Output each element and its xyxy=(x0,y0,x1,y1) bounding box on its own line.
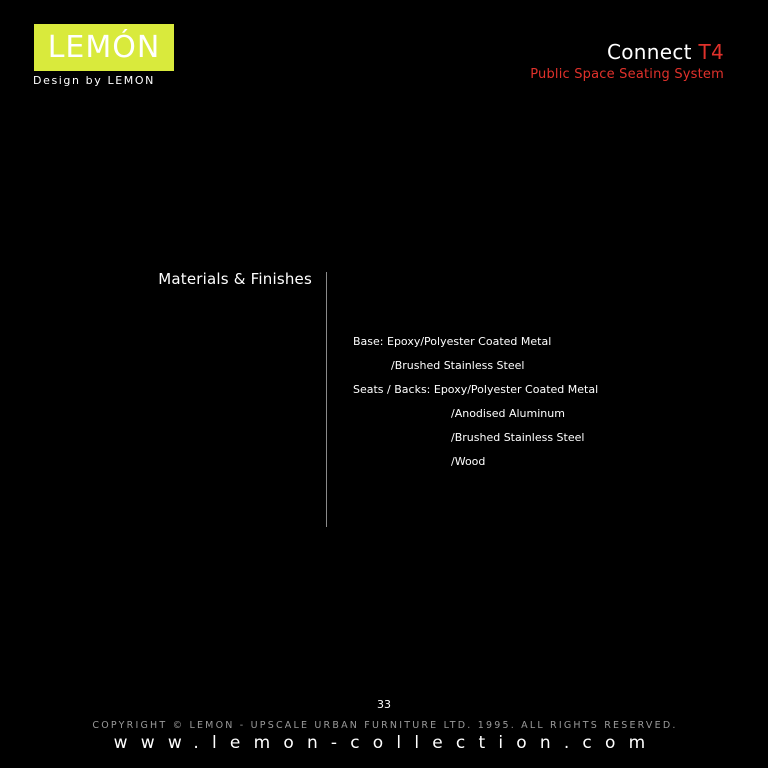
website-link[interactable]: www.lemon-collection.com xyxy=(113,733,659,753)
spec-seats: Seats / Backs: Epoxy/Polyester Coated Metal xyxy=(353,383,599,396)
brand-tagline: Design by LEMON xyxy=(33,74,155,87)
title-prefix: Connect xyxy=(606,40,692,64)
spec-seats-alt-3: /Wood xyxy=(451,455,486,468)
brand-logo xyxy=(34,24,174,71)
vertical-divider xyxy=(326,272,327,527)
title-model: T4 xyxy=(698,40,724,64)
spec-base-alt: /Brushed Stainless Steel xyxy=(391,359,525,372)
copyright-notice: COPYRIGHT © LEMON - UPSCALE URBAN FURNITURE LTD. 1995. ALL RIGHTS RESERVED. xyxy=(92,720,678,731)
page-subtitle: Public Space Seating System xyxy=(530,67,724,82)
logo-text: LEMÓN xyxy=(47,29,161,65)
spec-seats-alt-2: /Brushed Stainless Steel xyxy=(451,431,585,444)
spec-base: Base: Epoxy/Polyester Coated Metal xyxy=(353,335,552,348)
spec-seats-alt-1: /Anodised Aluminum xyxy=(451,407,565,420)
page-number: 33 xyxy=(377,698,391,711)
page-title xyxy=(607,40,724,64)
section-heading: Materials & Finishes xyxy=(158,270,312,288)
